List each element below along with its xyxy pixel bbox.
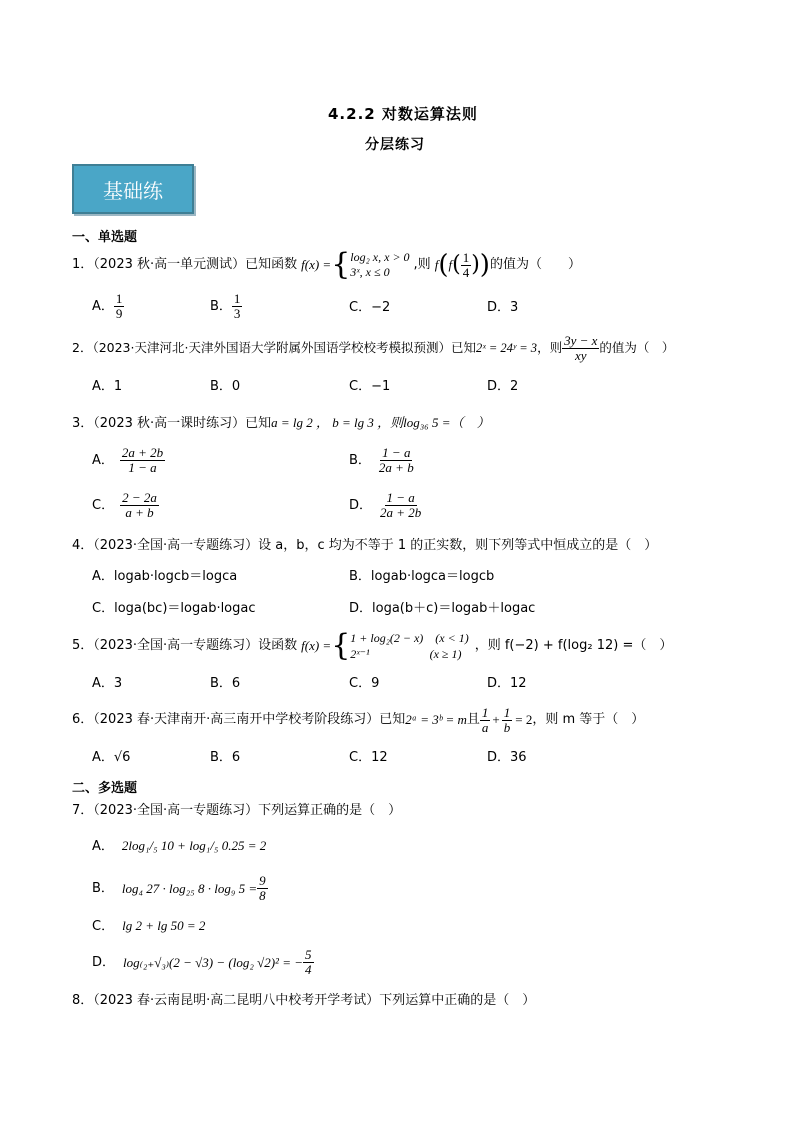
question-2-frac: $\frac{3y - x}{xy}$	[564, 332, 598, 363]
question-5-fx: f(x) =	[301, 638, 332, 653]
question-1-case1: log₂ x, x > 0	[350, 250, 410, 264]
q7-option-b[interactable]: B． log₄ 27 · log₂₅ 8 · log₉ 5 = $\frac{9}{8}$	[92, 873, 266, 903]
q6-option-c[interactable]: C．12	[349, 750, 388, 765]
question-3: 3．（2023 秋·高一课时练习）已知a = lg 2 ， b = lg 3 ，则log₃₆ 5 =（ ）	[72, 415, 490, 431]
question-1	[72, 248, 581, 282]
page-subtitle: 分层练习	[365, 137, 425, 153]
paren-close-icon: )	[471, 252, 480, 277]
question-5-cases: 1 + log₂(2 − x) (x < 1) 2ˣ⁻¹ (x ≥ 1)	[350, 631, 469, 661]
question-3-condition: a = lg 2 ， b = lg 3 ，则	[271, 415, 404, 430]
q2-option-a[interactable]: A．1	[92, 379, 123, 394]
brace-icon: {	[331, 628, 351, 663]
question-3-log: log₃₆ 5 =（ ）	[403, 415, 490, 430]
question-7: 7．（2023·全国·高一专题练习）下列运算正确的是（ ）	[72, 803, 402, 818]
paren-close-icon: )	[479, 250, 490, 280]
q4-option-c[interactable]: C．loga(bc)＝logab·logac	[92, 601, 256, 616]
q5-option-b[interactable]: B．6	[210, 676, 241, 691]
question-4: 4．（2023·全国·高一专题练习）设 a，b，c 均为不等于 1 的正实数，则下列等式中恒成立的是（ ）	[72, 538, 658, 553]
question-1-fx: f(x) =	[301, 257, 332, 272]
q4-option-b[interactable]: B．logab·logca＝logcb	[349, 569, 495, 584]
section-single-choice: 一、单选题	[72, 230, 138, 245]
q2-option-d[interactable]: D．2	[487, 379, 519, 394]
q3-option-a[interactable]: A． $\frac{2a + 2b}{1 - a}$	[92, 445, 164, 475]
q7-option-c[interactable]: C． lg 2 + lg 50 = 2	[92, 918, 206, 934]
q2-option-b[interactable]: B．0	[210, 379, 241, 394]
q1-option-c[interactable]: C．−2	[349, 300, 391, 315]
question-1-cases	[350, 250, 409, 280]
question-1-f-outer: f	[434, 257, 439, 272]
question-2-condition: 2ˣ = 24ʸ = 3	[475, 341, 538, 355]
question-2: 2．（2023·天津河北·天津外国语大学附属外国语学校校考模拟预测）已知 2ˣ = 24ʸ = 3 ，则 $\frac{3y - x}{xy}$ 的值为（ ）	[72, 332, 675, 363]
q1-option-d[interactable]: D．3	[487, 300, 519, 315]
q3-option-d[interactable]: D． $\frac{1 - a}{2a + 2b}$	[349, 490, 422, 520]
paren-open-icon: (	[452, 252, 461, 277]
question-1-f-inner: f	[448, 257, 453, 272]
q3-option-c[interactable]: C． $\frac{2 - 2a}{a + b}$	[92, 490, 157, 520]
q7-option-a[interactable]: A． 2log₁/₅ 10 + log₁/₅ 0.25 = 2	[92, 838, 267, 854]
q4-option-a[interactable]: A．logab·logcb＝logca	[92, 569, 238, 584]
q2-option-c[interactable]: C．−1	[349, 379, 391, 394]
question-1-text: 1．（2023 秋·高一单元测试）已知函数	[72, 257, 298, 272]
q6-option-d[interactable]: D．36	[487, 750, 527, 765]
question-6: 6．（2023 春·天津南开·高三南开中学校考阶段练习）已知 2ᵃ = 3ᵇ = m 且 $\frac{1}{a}$ + $\frac{1}{b}$ = 2 ，则 m 等于（ ）	[72, 704, 645, 735]
q7-option-d[interactable]: D． log₍₂₊√₃₎(2 − √3) − (log₂ √2)² = − $\frac{5}{4}$	[92, 947, 312, 977]
question-1-mid: ,则	[413, 257, 431, 272]
q5-option-d[interactable]: D．12	[487, 676, 527, 691]
question-1-end: 的值为（ ）	[489, 257, 581, 272]
q6-option-a[interactable]: A．√6	[92, 750, 131, 765]
q4-option-d[interactable]: D．loga(b＋c)＝logab＋logac	[349, 601, 536, 616]
question-1-frac: $\frac{1}{4}$	[462, 249, 470, 280]
question-1-case2: 3ˣ, x ≤ 0	[350, 265, 390, 279]
question-6-condition: 2ᵃ = 3ᵇ = m	[405, 712, 467, 727]
brace-icon: {	[331, 247, 351, 282]
q1-option-b[interactable]: B． $\frac{1}{3}$	[210, 291, 241, 321]
q5-option-c[interactable]: C．9	[349, 676, 380, 691]
question-8: 8．（2023 春·云南昆明·高二昆明八中校考开学考试）下列运算中正确的是（ ）	[72, 993, 536, 1008]
level-badge: 基础练	[72, 164, 194, 214]
question-5: 5．（2023·全国·高一专题练习）设函数 f(x) = { 1 + log₂(2 − x) (x < 1) 2ˣ⁻¹ (x ≥ 1) ，则 f(−2) + f(log₂ 12) =（ ）	[72, 628, 673, 663]
q6-option-b[interactable]: B．6	[210, 750, 241, 765]
q5-option-a[interactable]: A．3	[92, 676, 123, 691]
section-multi-choice: 二、多选题	[72, 781, 138, 796]
paren-open-icon: (	[438, 250, 449, 280]
page-title: 4.2.2 对数运算法则	[328, 105, 478, 123]
q1-option-a[interactable]: A． $\frac{1}{9}$	[92, 291, 123, 321]
q3-option-b[interactable]: B． $\frac{1 - a}{2a + b}$	[349, 445, 414, 475]
